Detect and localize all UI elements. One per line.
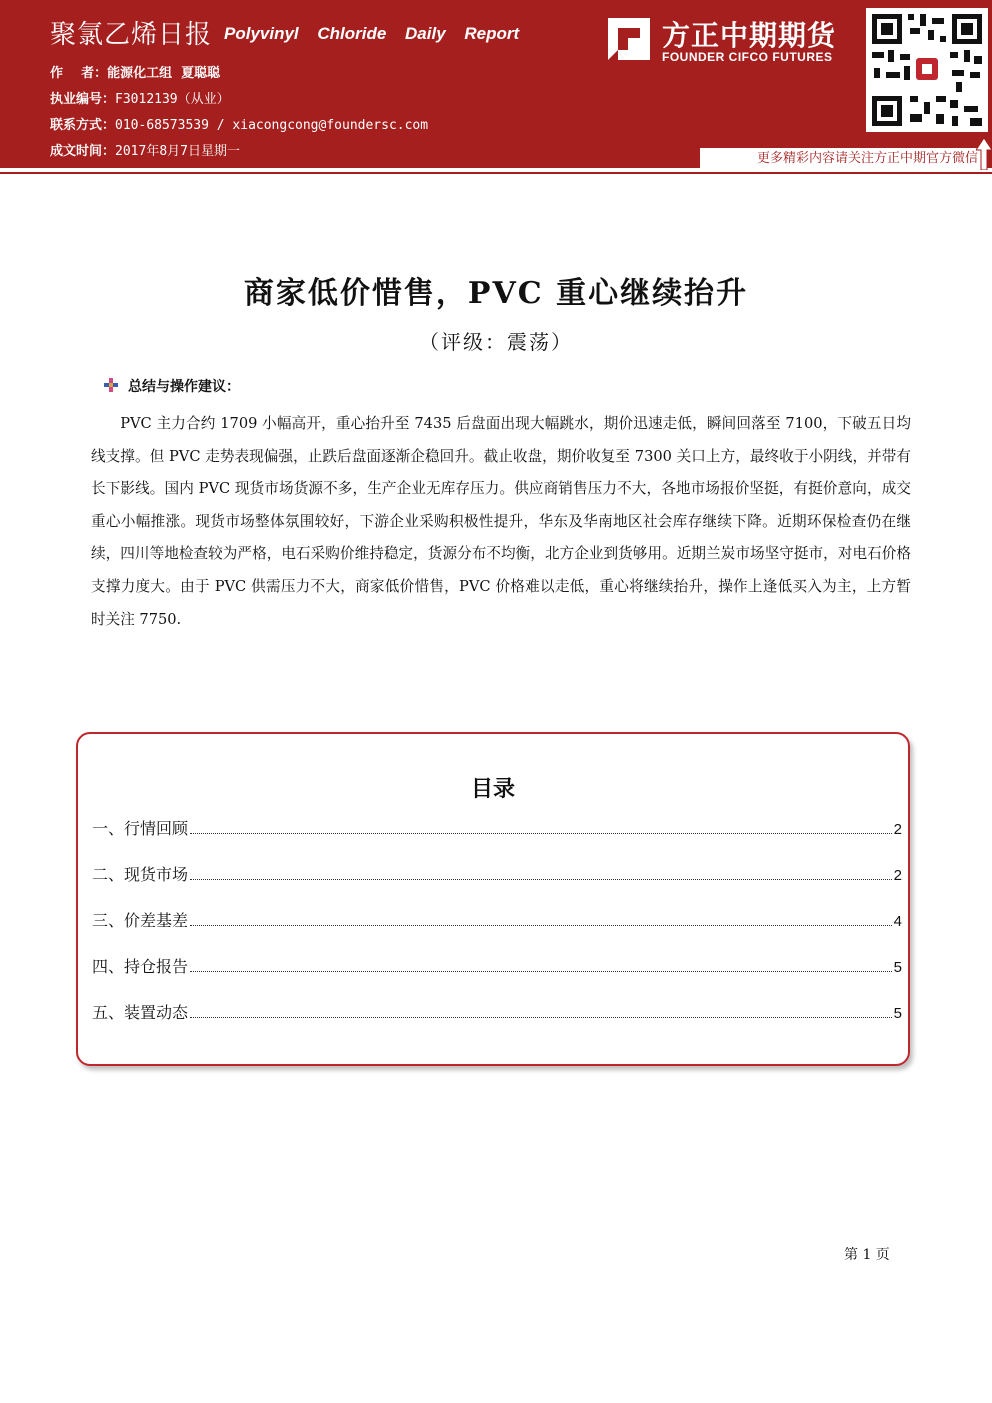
- contact-label: 联系方式：: [50, 118, 116, 133]
- toc-item-page: 4: [893, 913, 902, 930]
- toc-item[interactable]: [92, 862, 902, 886]
- toc-item[interactable]: [92, 954, 902, 978]
- toc-leader-dots: [190, 819, 892, 834]
- report-title: 商家低价惜售，PVC 重心继续抬升: [243, 276, 749, 311]
- logo-text-en: FOUNDER CIFCO FUTURES: [662, 50, 833, 64]
- contact-line: [50, 114, 428, 133]
- summary-paragraph: PVC 主力合约 1709 小幅高开，重心抬升至 7435 后盘面出现大幅跳水，期价迅速走低，瞬间回落至 7100，下破五日均线支撑。但 PVC 走势表现偏强，止跌后盘面逐渐企稳回升。截止收盘，期价收复至 7300 关口上方，最终收于小阴线，并带有长下影线。国内 PVC 现货市场货源不多，生产企业无库存压力。供应商销售压力不大，各地市场报价坚挺，有挺价意向，成交重心小幅推涨。现货市场整体氛围较好，下游企业采购积极性提升，华东及华南地区社会库存继续下降。近期环保检查仍在继续，四川等地检查较为严格，电石采购价维持稳定，货源分布不均衡，北方企业到货够用。近期兰炭市场坚守挺市，对电石价格支撑力度大。由于 PVC 供需压力不大，商家低价惜售，PVC 价格难以走低，重心将继续抬升，操作上逢低买入为主，上方暂时关注 7750.: [91, 415, 911, 628]
- table-of-contents: [76, 732, 910, 1066]
- toc-item-page: 5: [893, 959, 902, 976]
- date-label: 成文时间：: [50, 144, 116, 159]
- report-header: [0, 0, 992, 168]
- bullet-icon: [104, 378, 118, 392]
- founder-logo-icon: [604, 14, 654, 64]
- toc-item-page: 5: [893, 1005, 902, 1022]
- toc-item[interactable]: [92, 1000, 902, 1024]
- date-line: [50, 140, 240, 159]
- header-divider: [0, 172, 992, 174]
- toc-leader-dots: [190, 865, 892, 880]
- report-series-title: 聚氯乙烯日报: [50, 20, 213, 50]
- author-value: 能源化工组 夏聪聪: [107, 66, 221, 81]
- summary-heading: [128, 376, 240, 396]
- toc-item[interactable]: [92, 908, 902, 932]
- toc-item-label: 一、行情回顾: [92, 819, 189, 838]
- toc-title: 目录: [470, 777, 515, 802]
- toc-item-page: 2: [893, 867, 902, 884]
- toc-leader-dots: [190, 911, 892, 926]
- toc-item[interactable]: [92, 816, 902, 840]
- toc-item-label: 五、装置动态: [92, 1003, 189, 1022]
- toc-item-page: 2: [893, 821, 902, 838]
- report-rating: （评级：震荡）: [419, 330, 573, 354]
- wechat-qr-code: [866, 8, 988, 132]
- logo-text-cn: 方正中期期货: [662, 19, 837, 52]
- license-value: F3012139（从业）: [115, 92, 230, 107]
- contact-value: 010-68573539 / xiacongcong@foundersc.com: [115, 118, 429, 133]
- license-label: 执业编号：: [50, 92, 116, 107]
- qr-code-icon: [866, 8, 988, 132]
- toc-leader-dots: [190, 957, 892, 972]
- summary-heading-text: 总结与操作建议：: [128, 379, 240, 395]
- report-series-title-en: Polyvinyl Chloride Daily Report: [224, 24, 520, 43]
- up-arrow-icon: [976, 138, 992, 170]
- date-value: 2017年8月7日星期一: [115, 144, 240, 159]
- company-logo: [604, 14, 856, 68]
- license-line: [50, 88, 230, 107]
- author-label: 作 者：: [50, 66, 108, 81]
- page-number: 第 1 页: [844, 1247, 890, 1263]
- toc-item-label: 三、价差基差: [92, 911, 189, 930]
- wechat-follow-text: 更多精彩内容请关注方正中期官方微信: [700, 148, 984, 170]
- author-line: [50, 62, 220, 81]
- toc-leader-dots: [190, 1003, 892, 1018]
- toc-item-label: 二、现货市场: [92, 865, 189, 884]
- toc-item-label: 四、持仓报告: [92, 957, 189, 976]
